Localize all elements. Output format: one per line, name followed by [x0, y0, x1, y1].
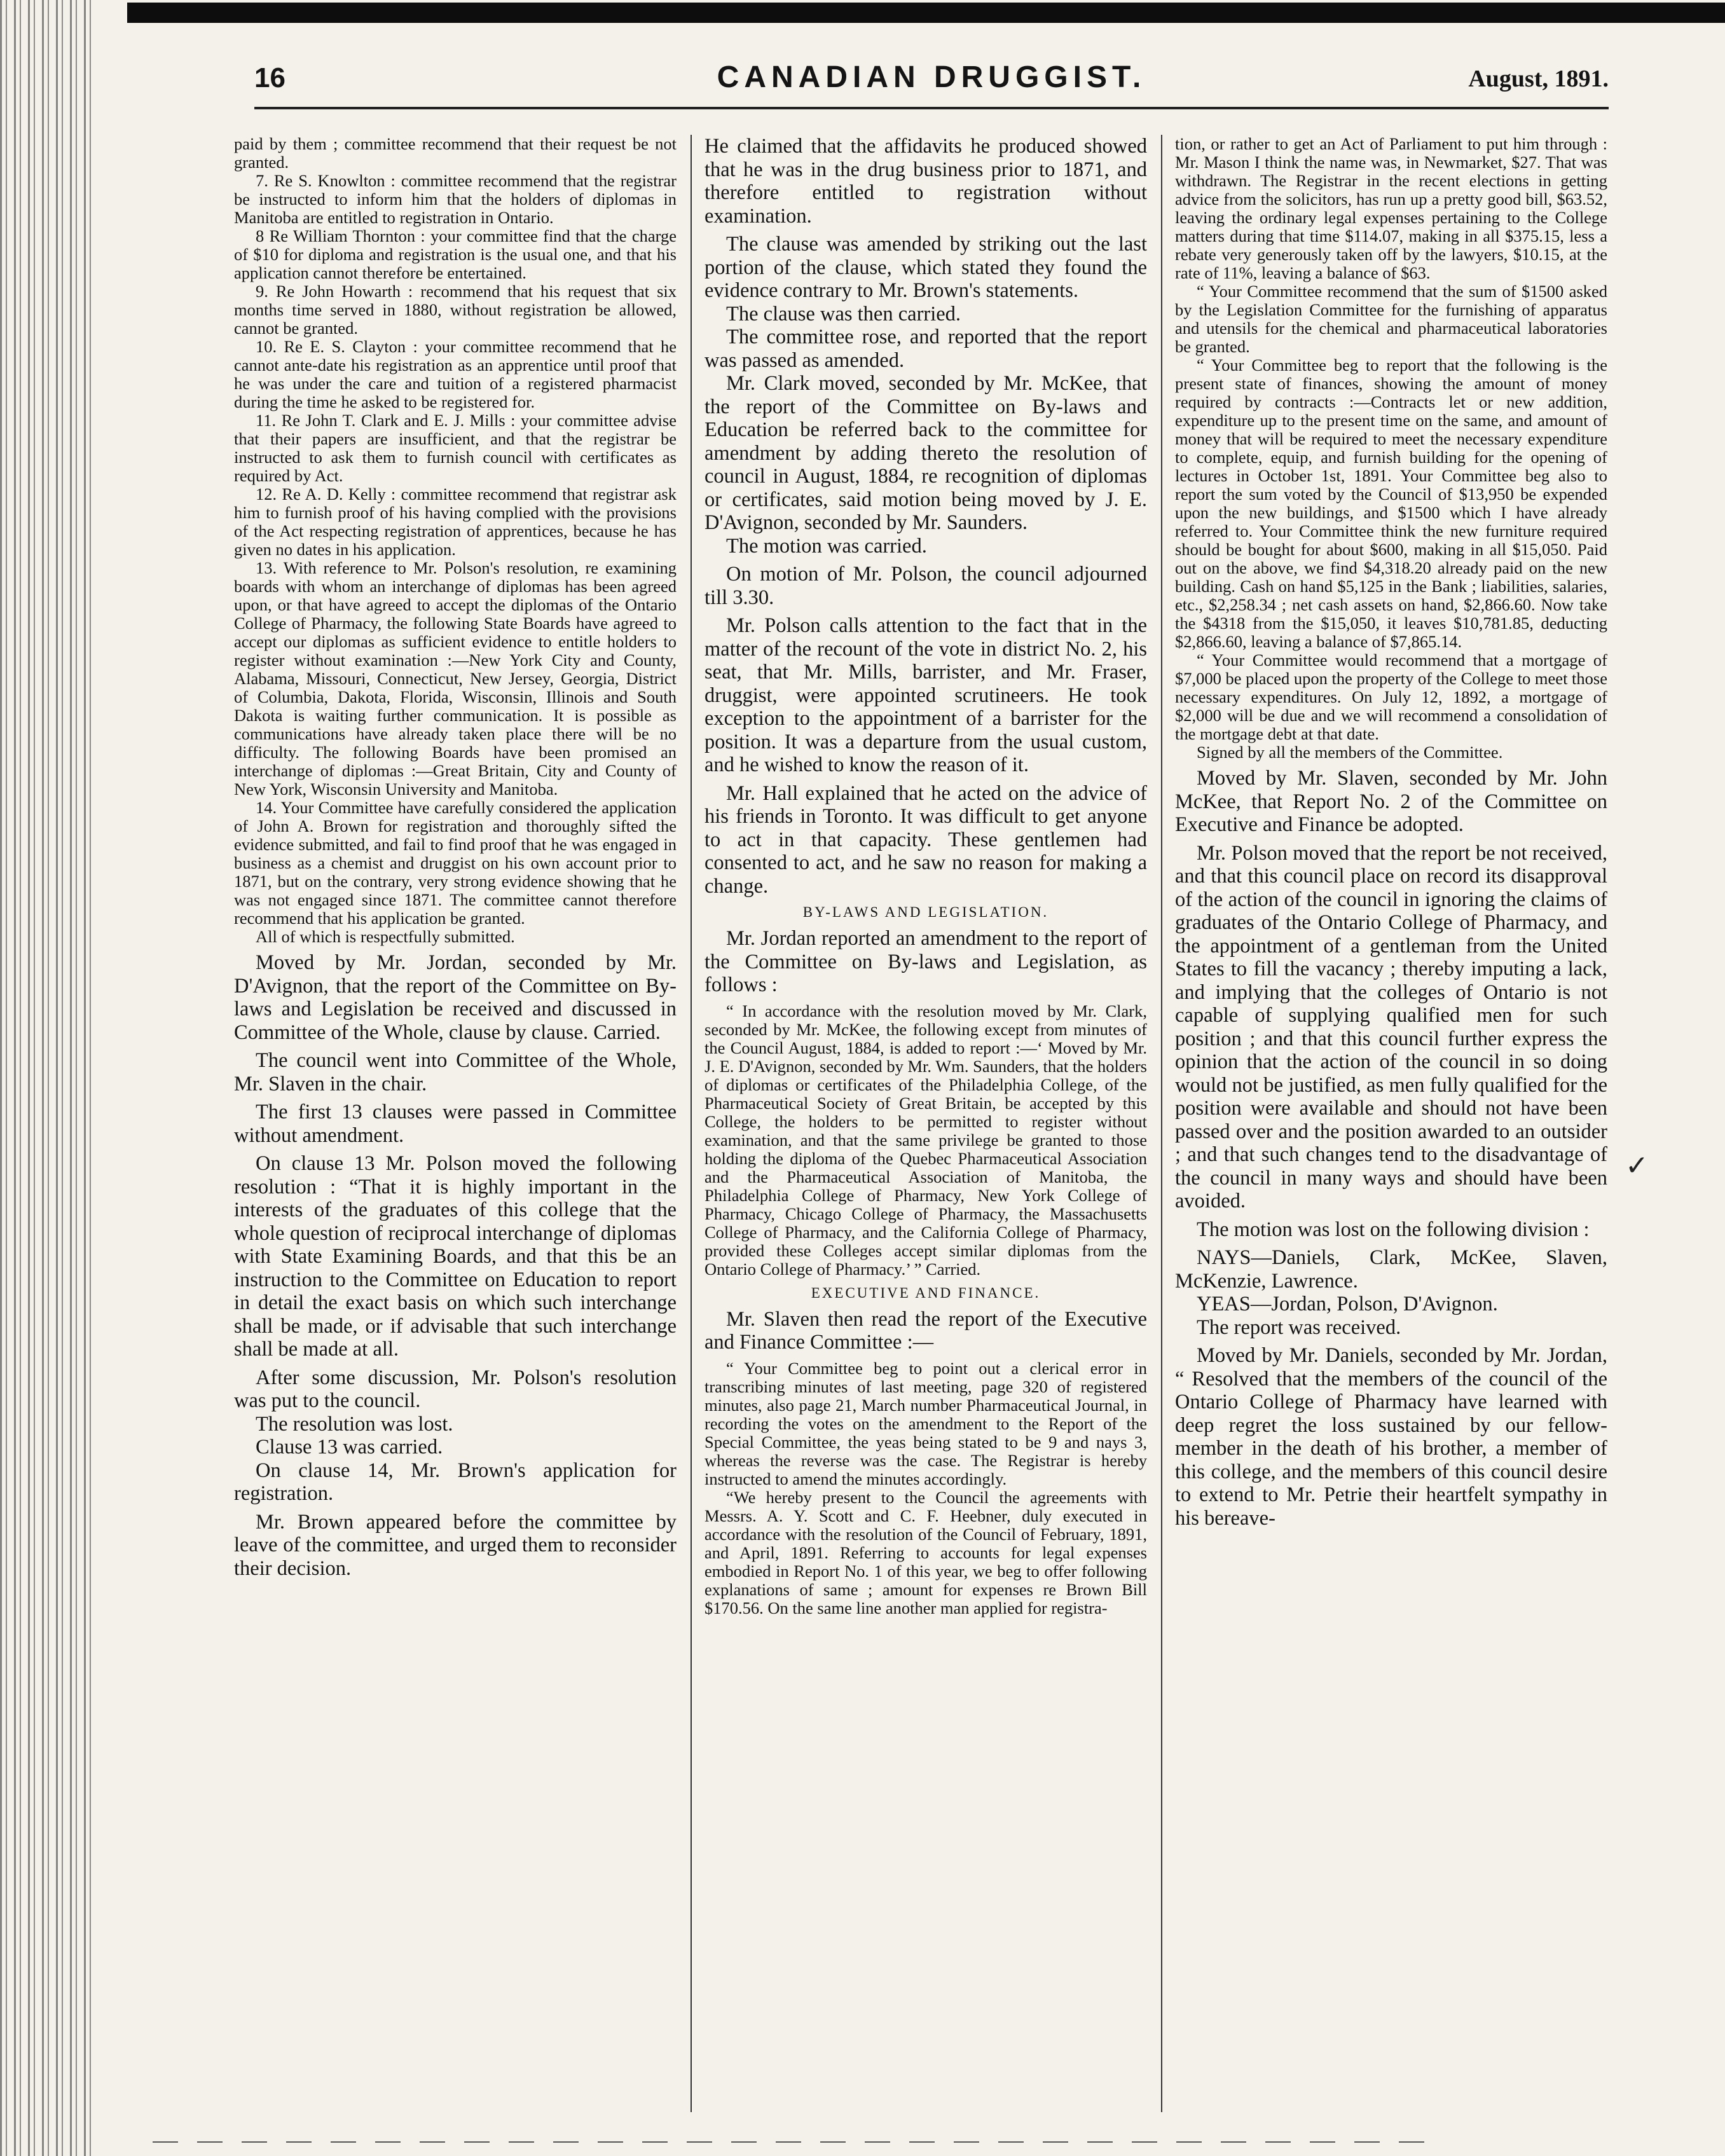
paragraph: 10. Re E. S. Clayton : your committee recommend that he cannot ante-date his registration as an apprentice until proof that he was under the care and tuition of a registered pharmacist during the time he asked to be registered for.	[234, 337, 677, 411]
paragraph: “ Your Committee would recommend that a mortgage of $7,000 be placed upon the property of the College to meet those necessary expenditures. On July 12, 1892, a mortgage of $2,000 will be due and we will recommend a consolidation of the mortgage debt at that date.	[1175, 650, 1607, 743]
paragraph: “ Your Committee beg to report that the following is the present state of finances, showing the amount of money required by contracts :—Contracts let or new addition, expenditure up to the present time on the same, and amount of money that will be required to meet the necessary expenditure to complete, equip, and furnish building for the opening of lectures in October 1st, 1891. Your Committee beg also to report the sum voted by the Council of $13,950 be expended upon the new buildings, and $1500 which I have already referred to. Your Committee think the new furniture required should be bought for about $600, making in all $15,050. Paid out on the above, we find $4,318.20 already paid on the new building. Cash on hand $5,125 in the Bank ; liabilities, salaries, etc., $2,258.34 ; net cash assets on hand, $2,866.60. Now take the $4318 from the $15,050, it leaves $10,781.85, deducting $2,866.60, leaving a balance of $7,865.14.	[1175, 355, 1607, 651]
page-header	[254, 56, 1609, 109]
paragraph: Mr. Clark moved, seconded by Mr. McKee, that the report of the Committee on By-laws and Education be referred back to the committee for amendment by adding thereto the resolution of council in August, 1884, re recognition of diplomas or certificates, said motion being moved by J. E. D'Avignon, seconded by Mr. Saunders.	[704, 372, 1147, 534]
paragraph: On clause 14, Mr. Brown's application for registration.	[234, 1459, 677, 1505]
paragraph: Mr. Brown appeared before the committee by leave of the committee, and urged them to reconsider their decision.	[234, 1510, 677, 1580]
paragraph: All of which is respectfully submitted.	[256, 927, 515, 946]
paragraph: Clause 13 was carried.	[256, 1436, 443, 1459]
issue-date: August, 1891.	[1468, 65, 1609, 92]
paragraph: The first 13 clauses were passed in Committee without amendment.	[234, 1101, 677, 1147]
paragraph: “ In accordance with the resolution moved by Mr. Clark, seconded by Mr. McKee, the following except from minutes of the Council August, 1884, is added to report :—‘ Moved by Mr. J. E. D'Avignon, seconded by Mr. Wm. Saunders, that the holders of diplomas or certificates of the Philadelphia College, of the Pharmaceutical Society of Great Britain, be accepted by this College, the holders to be permitted to register without examination, and that the same privilege be granted to those holding the diploma of the Quebec Pharmaceutical Association and the Pharmaceutical Association of Manitoba, the Philadelphia College of Pharmacy, New York College of Pharmacy, Chicago College of Pharmacy, the Massachusetts College of Pharmacy, and the California College of Pharmacy, provided these Colleges accept similar diplomas from the Ontario College of Pharmacy.’ ” Carried.	[704, 1001, 1147, 1279]
paragraph: Signed by all the members of the Committee.	[1197, 743, 1503, 762]
paragraph: tion, or rather to get an Act of Parliament to put him through : Mr. Mason I think the name was, in Newmarket, $27. That was withdrawn. The Registrar in the recent elections in getting advice from the solicitors, has run up a pretty good bill, $63.52, leaving the ordinary legal expenses pertaining to the College matters during that time $114.07, making in all $375.15, less a rebate very generously taken off by the lawyers, $10.15, at the rate of 11%, leaving a balance of $63.	[1175, 135, 1607, 282]
paragraph: On clause 13 Mr. Polson moved the following resolution : “That it is highly important in the interests of the graduates of this college that the whole question of reciprocal interchange of diplomas with State Examining Boards, and that this be an instruction to the Committee on Education to report in detail the exact basis on which such interchange shall be made, or if advisable that such interchange shall be made at all.	[234, 1152, 677, 1361]
paragraph: YEAS—Jordan, Polson, D'Avignon.	[1197, 1293, 1498, 1315]
paragraph: The resolution was lost.	[256, 1412, 453, 1436]
column-divider	[691, 135, 692, 2112]
paragraph: Mr. Polson calls attention to the fact that in the matter of the recount of the vote in district No. 2, his seat, that Mr. Mills, barrister, and Mr. Fraser, druggist, were appointed scrutineers. He took exception to the appointment of a barrister for the position. It was a departure from the usual custom, and he wished to know the reason of it.	[704, 614, 1147, 776]
paragraph: The clause was amended by striking out the last portion of the clause, which stated they found the evidence contrary to Mr. Brown's statements.	[704, 233, 1147, 302]
paragraph: NAYS—Daniels, Clark, McKee, Slaven, McKenzie, Lawrence.	[1175, 1246, 1607, 1293]
section-heading: BY-LAWS AND LEGISLATION.	[802, 904, 1049, 920]
paragraph: The committee rose, and reported that the report was passed as amended.	[704, 326, 1147, 372]
paragraph: The motion was carried.	[726, 534, 927, 558]
paragraph: 12. Re A. D. Kelly : committee recommend that registrar ask him to furnish proof of his having complied with the provisions of the Act respecting registration of apprentices, because he has given no dates in his application.	[234, 484, 677, 559]
paragraph: 7. Re S. Knowlton : committee recommend that the registrar be instructed to inform him that the holders of diplomas in Manitoba are entitled to registration in Ontario.	[234, 171, 677, 227]
section-heading: EXECUTIVE AND FINANCE.	[811, 1284, 1041, 1301]
paragraph: On motion of Mr. Polson, the council adjourned till 3.30.	[704, 563, 1147, 609]
paragraph: 13. With reference to Mr. Polson's resolution, re examining boards with whom an interchange of diplomas has been agreed upon, or that have agreed to accept the diplomas of the Ontario College of Pharmacy, the following State Boards have agreed to accept our diplomas as sufficient evidence to entitle holders to register without examination :—New York City and County, Alabama, Missouri, Connecticut, New Jersey, Georgia, District of Columbia, Dakota, Florida, Wisconsin, Illinois and South Dakota is waiting further communication. It is possible as communications have already taken place there will be no difficulty. The following Boards have been promised an interchange of diplomas :—Great Britain, City and County of New York, Wisconsin University and Manitoba.	[234, 558, 677, 799]
paragraph: The report was received.	[1197, 1315, 1401, 1339]
top-border-rule	[127, 3, 1725, 23]
paragraph: Mr. Jordan reported an amendment to the report of the Committee on By-laws and Legislation, as follows :	[704, 927, 1147, 996]
paragraph: 11. Re John T. Clark and E. J. Mills : your committee advise that their papers are insufficient, and that the registrar be instructed to ask them to furnish council with certificates as required by Act.	[234, 411, 677, 485]
journal-title: CANADIAN DRUGGIST.	[717, 60, 1146, 94]
paragraph: Moved by Mr. Jordan, seconded by Mr. D'Avignon, that the report of the Committee on By-laws and Legislation be received and discussed in Committee of the Whole, clause by clause. Carried.	[234, 951, 677, 1044]
column-divider	[1161, 135, 1162, 2112]
paragraph: paid by them ; committee recommend that their request be not granted.	[234, 135, 677, 172]
scan-margin-shadow	[0, 0, 95, 2156]
paragraph: “ Your Committee beg to point out a clerical error in transcribing minutes of last meeting, page 320 of registered minutes, also page 21, March number Pharmaceutical Journal, in recording the votes on the amendment to the Report of the Special Committee, the yeas being stated to be 9 and nays 3, whereas the reverse was the case. The Registrar is hereby instructed to amend the minutes accordingly.	[704, 1358, 1147, 1488]
text-column-1	[234, 135, 677, 2118]
paragraph: After some discussion, Mr. Polson's resolution was put to the council.	[234, 1366, 677, 1412]
paragraph: Mr. Slaven then read the report of the Executive and Finance Committee :—	[704, 1307, 1147, 1354]
paragraph: 9. Re John Howarth : recommend that his request that six months time served in 1880, without registration be allowed, cannot be granted.	[234, 282, 677, 338]
paragraph: Mr. Hall explained that he acted on the advice of his friends in Toronto. It was difficult to get anyone to act in that capacity. These gentlemen had consented to act, and he saw no reason for making a change.	[704, 781, 1147, 898]
paragraph: The clause was then carried.	[726, 302, 961, 326]
paragraph: 8 Re William Thornton : your committee find that the charge of $10 for diploma and registration is the usual one, and that his application cannot therefore be entertained.	[234, 226, 677, 282]
checkmark-icon: ✓	[1625, 1150, 1649, 1182]
paragraph: He claimed that the affidavits he produced showed that he was in the drug business prior to 1871, and therefore entitled to registration without examination.	[704, 135, 1147, 228]
paragraph: “We hereby present to the Council the agreements with Messrs. A. Y. Scott and C. F. Heebner, duly executed in accordance with the resolution of the Council of February, 1891, and April, 1891. Referring to accounts for legal expenses embodied in Report No. 1 of this year, we beg to offer following explanations of same ; amount for expenses re Brown Bill $170.56. On the same line another man applied for registra-	[704, 1487, 1147, 1617]
text-column-3	[1175, 135, 1607, 2118]
paragraph: Moved by Mr. Slaven, seconded by Mr. John McKee, that Report No. 2 of the Committee on Executive and Finance be adopted.	[1175, 767, 1607, 836]
page-number: 16	[254, 62, 285, 93]
paragraph: The council went into Committee of the Whole, Mr. Slaven in the chair.	[234, 1049, 677, 1095]
paragraph: Mr. Polson moved that the report be not received, and that this council place on record its disapproval of the action of the council in ignoring the claims of graduates of the Ontario College of Pharmacy, and the appointment of a gentleman from the United States to fill the vacancy ; thereby imputing a lack, and implying that the colleges of Ontario is not capable of supplying qualified men for such position ; and that this council further express the opinion that the action of the council in so doing would not be justified, as men fully qualified for the position were available and should not have been passed over and the position awarded to an outsider ; and that such changes tend to the disadvantage of the council in many ways and should have been avoided.	[1175, 841, 1607, 1212]
paragraph: “ Your Committee recommend that the sum of $1500 asked by the Legislation Committee for the furnishing of apparatus and utensils for the chemical and pharmaceutical laboratories be granted.	[1175, 282, 1607, 356]
paragraph: The motion was lost on the following division :	[1197, 1218, 1590, 1241]
paragraph: 14. Your Committee have carefully considered the application of John A. Brown for registration and thoroughly sifted the evidence submitted, and fail to find proof that he was engaged in business as a chemist and druggist on his own account prior to 1871, but on the contrary, very strong evidence showing that he was not engaged since 1871. The committee cannot therefore recommend that his application be granted.	[234, 798, 677, 928]
text-column-2	[704, 135, 1147, 2118]
bottom-edge-dashes	[153, 2141, 1424, 2143]
paragraph: Moved by Mr. Daniels, seconded by Mr. Jordan, “ Resolved that the members of the council of the Ontario College of Pharmacy have learned with deep regret the loss sustained by our fellow-member in the death of his brother, a member of this college, and the members of this council desire to extend to Mr. Petrie their heartfelt sympathy in his bereave-	[1175, 1344, 1607, 1530]
